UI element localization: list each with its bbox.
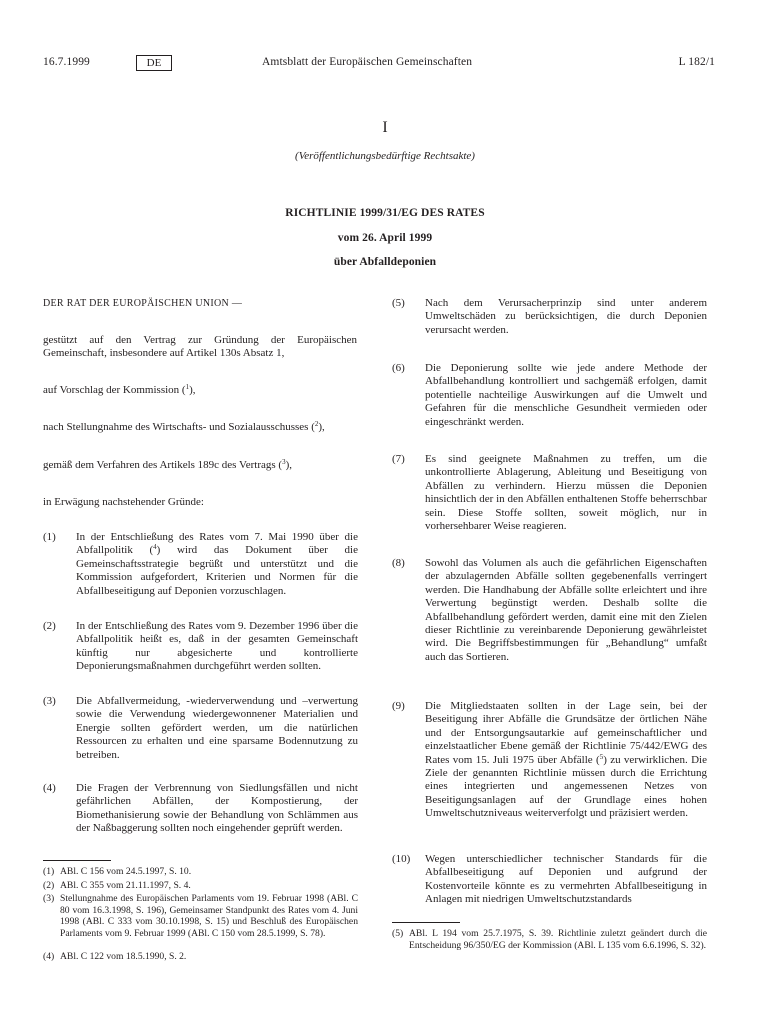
recital-text: Die Mitgliedstaaten sollten in der Lage sein, bei der Beseitigung ihrer Abfälle die Grundsätze der örtlichen Nähe und der Entsorgungsautarkie auf gemeinschaftlicher und einzelstaatlicher Ebene gemäß der Richtlinie 75/442/EWG des Rates vom 15. Juli 1975 über Abfälle ($^5$) zu verwirklichen. Die Ziele der genannten Richtlinie müssen durch die Errichtung eines integrierten und angemessenen Netzes von Beseitigungsanlagen auf der Grundlage eines hohen Umweltschutzniveaus weiterverfolgt und präzisiert werden. — [425, 700, 708, 820]
recitals-intro: in Erwägung nachstehender Gründe: — [43, 496, 204, 508]
directive-date: vom 26. April 1999 — [337, 232, 433, 244]
recital-number: (2) — [43, 620, 56, 632]
footnote-number: (4) — [43, 951, 55, 962]
recital-number: (10) — [392, 853, 411, 865]
header-date: 16.7.1999 — [43, 56, 90, 68]
directive-title: RICHTLINIE 1999/31/EG DES RATES — [285, 207, 485, 219]
footnote-text: ABl. C 355 vom 21.11.1997, S. 4. — [60, 880, 191, 891]
footnote-number: (3) — [43, 893, 55, 904]
page-number: L 182/1 — [678, 56, 715, 68]
citation-treaty: gestützt auf den Vertrag zur Gründung der Europäischen Gemeinschaft, insbesondere auf Artikel 130s Absatz 1, — [43, 334, 357, 360]
citation-esc: nach Stellungnahme des Wirtschafts- und Sozialausschusses ($^2$), — [43, 420, 325, 433]
recital-text: Die Deponierung sollte wie jede andere Methode der Abfallbehandlung kontrolliert und sachgemäß erfolgen, damit potentielle nachteilige Auswirkungen auf die Umwelt und Gefahren für die menschliche Gesundheit vermieden oder eingeschränkt werden. — [425, 362, 707, 428]
recital-text: Die Fragen der Verbrennung von Siedlungsfällen und nicht gefährlichen Abfällen, der Kompostierung, der Biomethanisierung sowie der Behandlung von Schlämmen aus der Naßbaggerung sollten noch eingehender geprüft werden. — [76, 782, 358, 835]
footnote-text: Stellungnahme des Europäischen Parlaments vom 19. Februar 1998 (ABl. C 80 vom 16.3.1998, S. 196), Gemeinsamer Standpunkt des Rates vom 4. Juni 1998 (ABl. C 333 vom 30.10.1998, S. 15) und Beschluß des Europäischen Parlaments vom 9. Februar 1999 (ABl. C 150 vom 28.5.1999, S. 78). — [60, 893, 358, 939]
recital-text: In der Entschließung des Rates vom 9. Dezember 1996 über die Abfallpolitik heißt es, daß in der gesamten Gemeinschaft künftig nur abgesicherte und kontrollierte Deponierungsmaßnahmen durchgeführt werden sollten. — [76, 620, 358, 673]
recital-text: Wegen unterschiedlicher technischer Standards für die Abfallbeseitigung auf Deponien und aufgrund der Kostenvorteile könnte es zu vermehrten Abfallbeseitigung in Anlagen mit niedrigen Umweltschutzstandards — [425, 853, 707, 906]
recital-number: (5) — [392, 297, 405, 309]
recital-text: Es sind geeignete Maßnahmen zu treffen, um die unkontrollierte Ablagerung, Ableitung und Beseitigung von Abfällen zu verhindern. Hierzu müssen die Deponien hinsichtlich der in den Abfällen enthaltenen Stoffe beherrschbar sein. Diese Stoffe sollten, soweit möglich, nur in vorhersehbarer Weise reagieren. — [425, 453, 707, 533]
footnote-text: ABl. L 194 vom 25.7.1975, S. 39. Richtlinie zuletzt geändert durch die Entscheidung 96/350/EG der Kommission (ABl. L 135 vom 6.6.1996, S. 32). — [409, 928, 707, 951]
directive-subject: über Abfalldeponien — [333, 256, 437, 268]
recital-number: (3) — [43, 695, 56, 707]
journal-title: Amtsblatt der Europäischen Gemeinschaften — [262, 56, 473, 68]
recital-number: (6) — [392, 362, 405, 374]
recital-number: (1) — [43, 531, 56, 543]
language-badge: DE — [136, 55, 172, 71]
citation-commission: auf Vorschlag der Kommission ($^1$), — [43, 383, 196, 396]
recital-text: Nach dem Verursacherprinzip sind unter anderem Umweltschäden zu berücksichtigen, die durch Deponien verursacht werden. — [425, 297, 707, 336]
footnote-number: (2) — [43, 880, 55, 891]
section-subtitle: (Veröffentlichungsbedürftige Rechtsakte) — [295, 150, 475, 162]
recital-number: (9) — [392, 700, 405, 712]
footnote-text: ABl. C 122 vom 18.5.1990, S. 2. — [60, 951, 187, 962]
footnote-rule — [392, 922, 460, 923]
recital-text: Die Abfallvermeidung, -wiederverwendung und –verwertung sowie die Verwendung wiedergewonnener Materialien und Energie sollten gefördert werden, um die natürlichen Ressourcen zu erhalten und eine sparsame Bodennutzung zu betreiben. — [76, 695, 358, 761]
section-roman-numeral: I — [382, 119, 388, 136]
recital-number: (8) — [392, 557, 405, 569]
recital-text: Sowohl das Volumen als auch die gefährlichen Eigenschaften der abzulagernden Abfälle sollten gegebenenfalls verringert werden. Die Handhabung der Abfälle sollte erleichtert und ihre Verwertung begünstigt werden. Deshalb sollte die Abfallbehandlung gefördert werden, damit eine mit den Zielen dieser Richtlinie zu vereinbarende Deponierung gewährleistet wird. Die Begriffsbestimmungen für „Behandlung“ umfaßt auch das Sortieren. — [425, 557, 707, 663]
footnote-number: (5) — [392, 928, 404, 939]
footnote-number: (1) — [43, 866, 55, 877]
footnote-rule — [43, 860, 111, 861]
citation-procedure: gemäß dem Verfahren des Artikels 189c des Vertrags ($^3$), — [43, 458, 292, 471]
recital-number: (4) — [43, 782, 56, 794]
recital-text: In der Entschließung des Rates vom 7. Mai 1990 über die Abfallpolitik ($^4$) wird das Dokument über die Gemeinschaftsstrategie begrüßt und unterstützt und die Kommission aufgefordert, Kriterien und Normen für die Abfallbeseitigung auf Deponien vorzuschlagen. — [76, 531, 358, 597]
footnote-text: ABl. C 156 vom 24.5.1997, S. 10. — [60, 866, 192, 877]
council-heading: DER RAT DER EUROPÄISCHEN UNION — — [43, 298, 243, 309]
recital-number: (7) — [392, 453, 405, 465]
